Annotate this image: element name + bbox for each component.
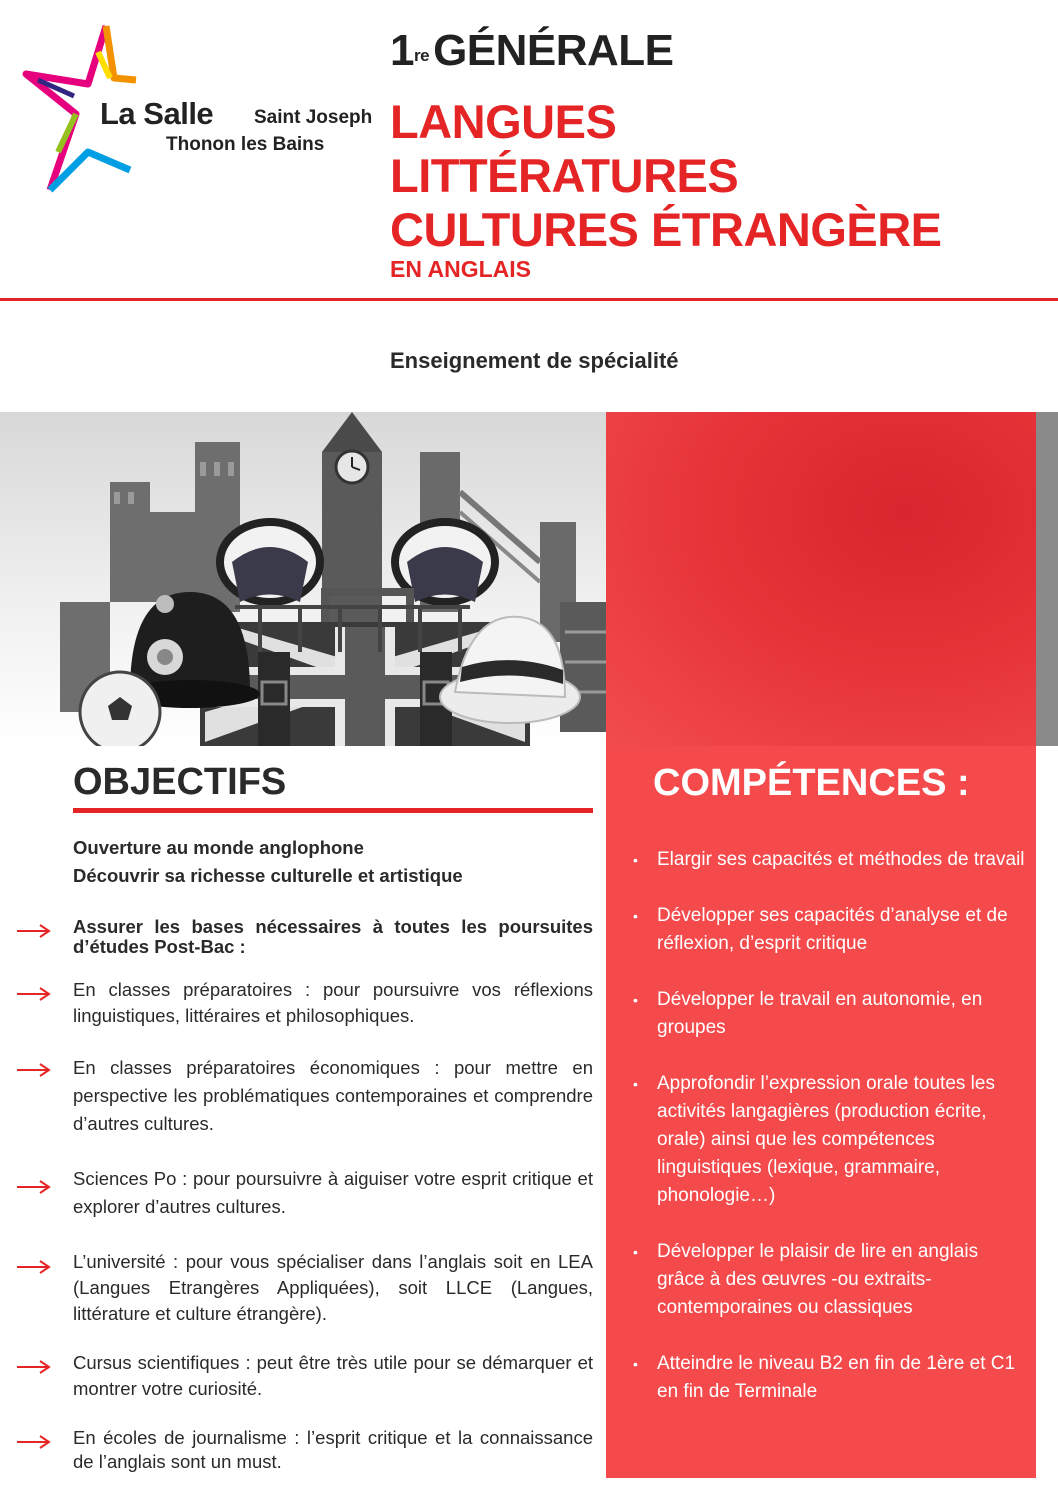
title-line: CULTURES ÉTRANGÈRE: [390, 203, 942, 256]
objectif-item: En écoles de journalisme : l’esprit critique et la connaissance de l’anglais sont un must.: [73, 1427, 593, 1472]
intro-line: Découvrir sa richesse culturelle et artistique: [73, 865, 463, 886]
bullet-icon: •: [633, 1076, 638, 1092]
london-collage-image: [0, 412, 606, 746]
objectif-item: En classes préparatoires : pour poursuivre vos réflexions linguistiques, littéraires et philosophiques.: [73, 979, 593, 1026]
competences-list: [633, 846, 1028, 1406]
bullet-icon: •: [633, 1244, 638, 1260]
title-line: LANGUES: [390, 95, 617, 148]
arrow-right-icon: [16, 924, 52, 938]
competence-text: Développer le plaisir de lire en anglais grâce à des œuvres -ou extraits- contemporaines ou classiques: [657, 1241, 979, 1318]
objectif-item: L’université : pour vous spécialiser dans l’anglais soit en LEA (Langues Etrangères Appliquées), soit LLCE (Langues, littérature et culture étrangère).: [73, 1251, 593, 1324]
specialite-label: Enseignement de spécialité: [390, 348, 679, 373]
arrow-right-icon: [16, 1435, 52, 1449]
objectifs-title: OBJECTIFS: [73, 761, 287, 803]
grade-superscript: re: [413, 46, 430, 65]
bullet-icon: •: [633, 908, 638, 924]
competence-item: [633, 1350, 1028, 1406]
main-title: [390, 95, 942, 257]
competence-item: [633, 1238, 1028, 1322]
logo-subtitle-town: Thonon les Bains: [166, 134, 325, 155]
logo-subtitle-saint-joseph: Saint Joseph: [254, 107, 373, 128]
objectif-item: Sciences Po : pour poursuivre à aiguiser votre esprit critique et explorer d’autres cultures.: [73, 1168, 593, 1217]
arrow-right-icon: [16, 987, 52, 1001]
arrow-right-icon: [16, 1063, 52, 1077]
bullet-icon: •: [633, 992, 638, 1008]
header-divider: [0, 298, 1058, 301]
competence-item: [633, 986, 1028, 1042]
competence-text: Elargir ses capacités et méthodes de travail: [657, 849, 1025, 870]
arrow-right-icon: [16, 1360, 52, 1374]
arrow-right-icon: [16, 1260, 52, 1274]
objectifs-intro: [73, 834, 463, 890]
grade-word: GÉNÉRALE: [433, 26, 674, 75]
grade-number: 1: [390, 26, 414, 75]
arrow-right-icon: [16, 1180, 52, 1194]
objectif-item: Assurer les bases nécessaires à toutes les poursuites d’études Post-Bac :: [73, 916, 593, 957]
competence-text: Approfondir l’expression orale toutes les activités langagières (production écrite, orale) ainsi que les compétences linguistiques (lexique, grammaire, phonologie…): [657, 1073, 995, 1206]
competences-title: COMPÉTENCES :: [653, 762, 970, 804]
competence-text: Développer le travail en autonomie, en groupes: [657, 989, 983, 1038]
bullet-icon: •: [633, 852, 638, 868]
intro-line: Ouverture au monde anglophone: [73, 837, 364, 858]
title-line: LITTÉRATURES: [390, 149, 739, 202]
competence-text: Développer ses capacités d’analyse et de réflexion, d’esprit critique: [657, 905, 1008, 954]
bullet-icon: •: [633, 1356, 638, 1372]
competence-item: [633, 902, 1028, 958]
red-decorative-block: [606, 412, 1036, 746]
gray-side-strip: [1036, 412, 1058, 746]
school-logo: [18, 22, 378, 202]
objectif-item: Cursus scientifiques : peut être très utile pour se démarquer et montrer votre curiosité.: [73, 1352, 593, 1399]
logo-name: La Salle: [100, 96, 214, 131]
grade-title: [390, 26, 674, 76]
objectif-item: En classes préparatoires économiques : pour mettre en perspective les problématiques contemporaines et comprendre d’autres cultures.: [73, 1057, 593, 1134]
competence-text: Atteindre le niveau B2 en fin de 1ère et C1 en fin de Terminale: [657, 1353, 1016, 1402]
language-subtitle: EN ANGLAIS: [390, 256, 531, 282]
competence-item: [633, 1070, 1028, 1210]
competence-item: [633, 846, 1028, 874]
objectifs-underline: [73, 808, 593, 813]
